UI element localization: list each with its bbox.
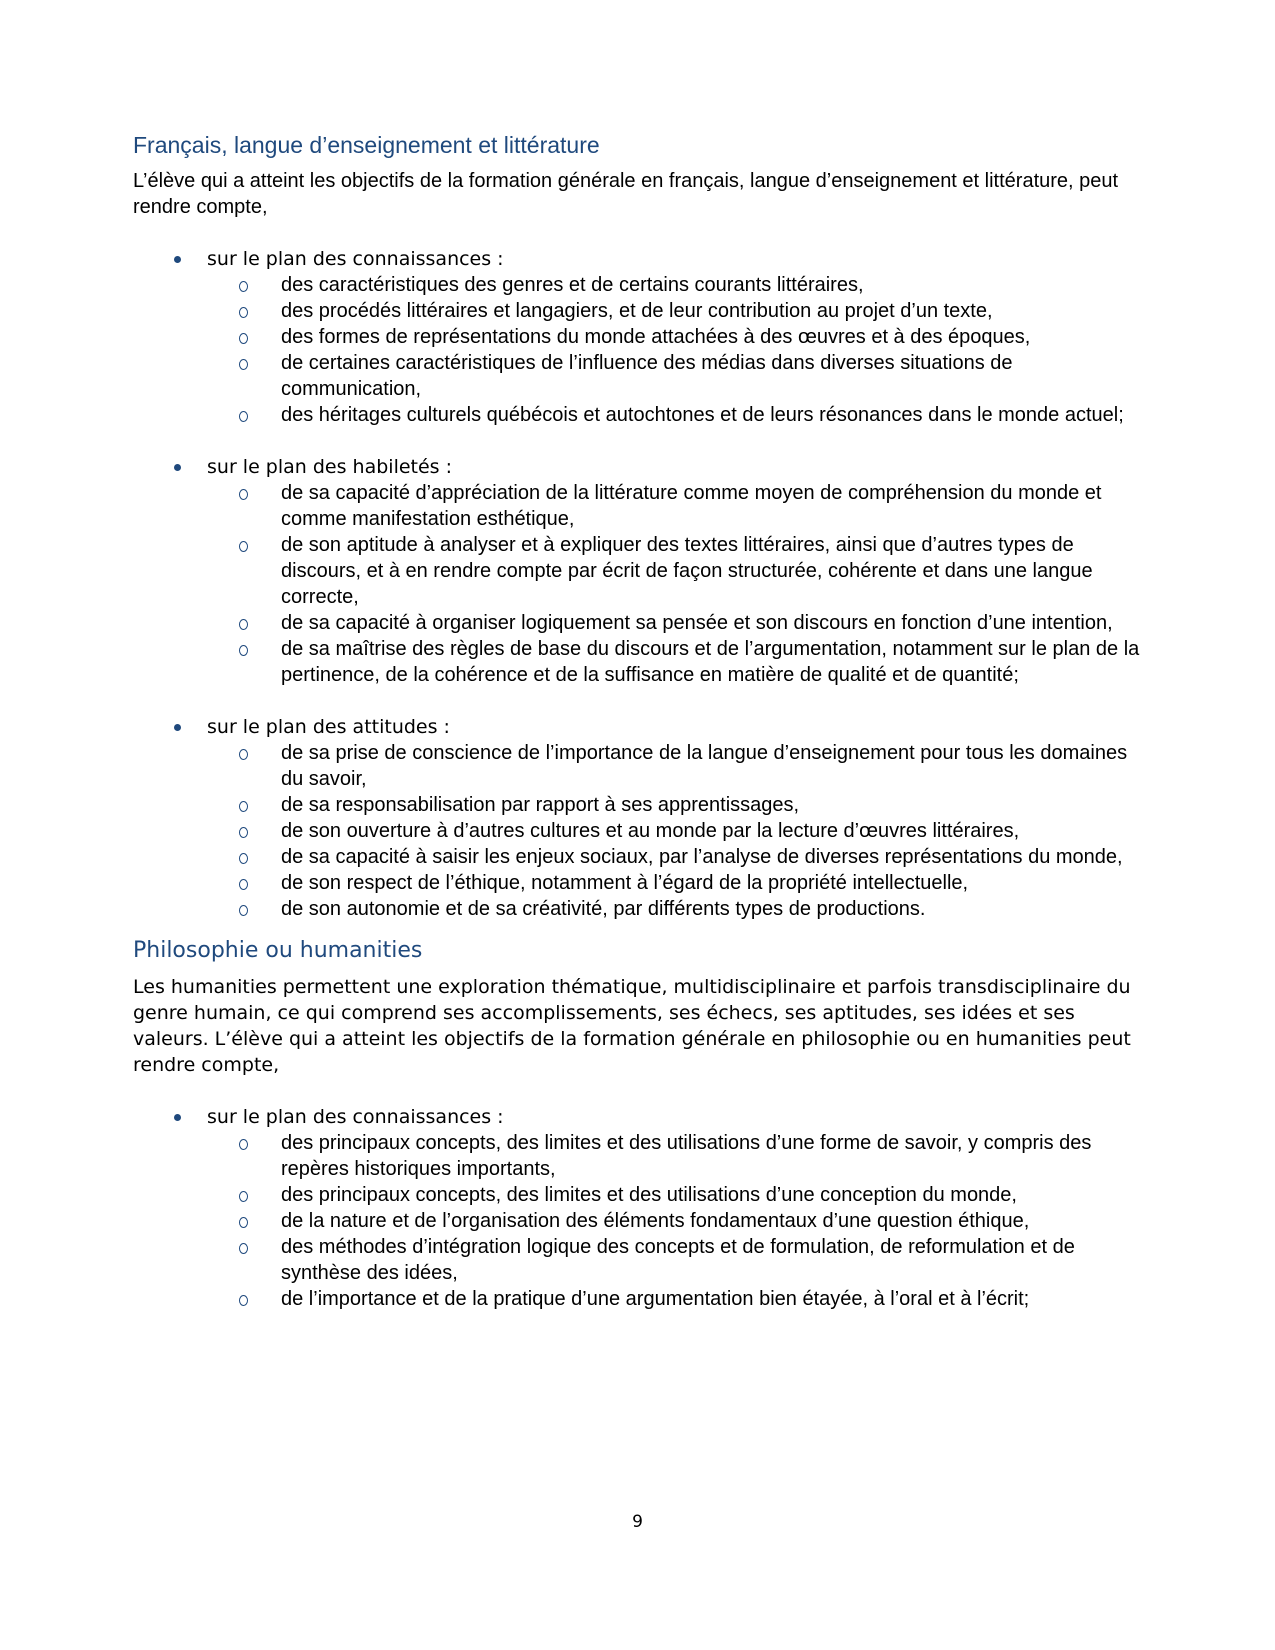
sub-list: [207, 740, 1153, 922]
list-item: des héritages culturels québécois et autochtones et de leurs résonances dans le monde actuel;: [207, 402, 1153, 428]
page-content: [133, 130, 1153, 1338]
group-label: sur le plan des habiletés :: [207, 456, 453, 478]
bullet-dot-icon: [174, 256, 181, 263]
group-habiletes: [133, 454, 1153, 688]
bullet-circle-icon: [239, 749, 248, 760]
list-item: des formes de représentations du monde attachées à des œuvres et à des époques,: [207, 324, 1153, 350]
list-item: des méthodes d’intégration logique des concepts et de formulation, de reformulation et de synthèse des idées,: [207, 1234, 1153, 1286]
section-heading-francais: Français, langue d’enseignement et littérature: [133, 132, 600, 158]
list-item: des principaux concepts, des limites et des utilisations d’une forme de savoir, y compris des repères historiques importants,: [207, 1130, 1153, 1182]
list-item: de son aptitude à analyser et à expliquer des textes littéraires, ainsi que d’autres types de discours, et à en rendre compte par écrit de façon structurée, cohérente et dans une langue correcte,: [207, 532, 1153, 610]
list-item: de sa capacité à organiser logiquement sa pensée et son discours en fonction d’une intention,: [207, 610, 1153, 636]
bullet-circle-icon: [239, 879, 248, 890]
list-item: de sa maîtrise des règles de base du discours et de l’argumentation, notamment sur le plan de la pertinence, de la cohérence et de la suffisance en matière de qualité et de quantité;: [207, 636, 1153, 688]
bullet-circle-icon: [239, 489, 248, 500]
bullet-circle-icon: [239, 1191, 248, 1202]
list-item: de son autonomie et de sa créativité, par différents types de productions.: [207, 896, 1153, 922]
competency-list: [133, 454, 1153, 688]
bullet-circle-icon: [239, 1243, 248, 1254]
sub-list: [207, 272, 1153, 428]
bullet-circle-icon: [239, 619, 248, 630]
bullet-circle-icon: [239, 307, 248, 318]
bullet-circle-icon: [239, 359, 248, 370]
bullet-dot-icon: [174, 1114, 181, 1121]
list-item: de sa prise de conscience de l’importance de la langue d’enseignement pour tous les domaines du savoir,: [207, 740, 1153, 792]
list-item: de son ouverture à d’autres cultures et au monde par la lecture d’œuvres littéraires,: [207, 818, 1153, 844]
group-label: sur le plan des connaissances :: [207, 1106, 504, 1128]
group-connaissances: [133, 1104, 1153, 1312]
bullet-circle-icon: [239, 1295, 248, 1306]
page-number: 9: [632, 1512, 643, 1532]
bullet-circle-icon: [239, 281, 248, 292]
bullet-circle-icon: [239, 411, 248, 422]
group-label: sur le plan des attitudes :: [207, 716, 450, 738]
bullet-circle-icon: [239, 333, 248, 344]
list-item: de sa capacité d’appréciation de la littérature comme moyen de compréhension du monde et comme manifestation esthétique,: [207, 480, 1153, 532]
bullet-circle-icon: [239, 801, 248, 812]
group-attitudes: [133, 714, 1153, 922]
group-label: sur le plan des connaissances :: [207, 248, 504, 270]
bullet-circle-icon: [239, 827, 248, 838]
bullet-circle-icon: [239, 905, 248, 916]
section-intro: L’élève qui a atteint les objectifs de la formation générale en français, langue d’enseignement et littérature, peut rendre compte,: [133, 170, 1119, 218]
group-connaissances: [133, 246, 1153, 428]
section-heading-philosophie: Philosophie ou humanities: [133, 938, 423, 963]
list-item: de l’importance et de la pratique d’une argumentation bien étayée, à l’oral et à l’écrit;: [207, 1286, 1153, 1312]
list-item: de sa capacité à saisir les enjeux sociaux, par l’analyse de diverses représentations du monde,: [207, 844, 1153, 870]
competency-list: [133, 714, 1153, 922]
list-item: de la nature et de l’organisation des éléments fondamentaux d’une question éthique,: [207, 1208, 1153, 1234]
bullet-circle-icon: [239, 1217, 248, 1228]
bullet-dot-icon: [174, 464, 181, 471]
list-item: des principaux concepts, des limites et des utilisations d’une conception du monde,: [207, 1182, 1153, 1208]
list-item: des caractéristiques des genres et de certains courants littéraires,: [207, 272, 1153, 298]
list-item: de sa responsabilisation par rapport à ses apprentissages,: [207, 792, 1153, 818]
bullet-circle-icon: [239, 541, 248, 552]
sub-list: [207, 480, 1153, 688]
list-item: des procédés littéraires et langagiers, et de leur contribution au projet d’un texte,: [207, 298, 1153, 324]
bullet-circle-icon: [239, 1139, 248, 1150]
list-item: de certaines caractéristiques de l’influence des médias dans diverses situations de communication,: [207, 350, 1153, 402]
bullet-circle-icon: [239, 645, 248, 656]
list-item: de son respect de l’éthique, notamment à l’égard de la propriété intellectuelle,: [207, 870, 1153, 896]
sub-list: [207, 1130, 1153, 1312]
bullet-circle-icon: [239, 853, 248, 864]
section-intro: Les humanities permettent une exploration thématique, multidisciplinaire et parfois transdisciplinaire du genre humain, ce qui comprend ses accomplissements, ses échecs, ses aptitudes, ses idées et ses valeurs. L’élève qui a atteint les objectifs de la formation générale en philosophie ou en humanities peut rendre compte,: [133, 976, 1131, 1076]
bullet-dot-icon: [174, 724, 181, 731]
competency-list: [133, 246, 1153, 428]
competency-list: [133, 1104, 1153, 1312]
